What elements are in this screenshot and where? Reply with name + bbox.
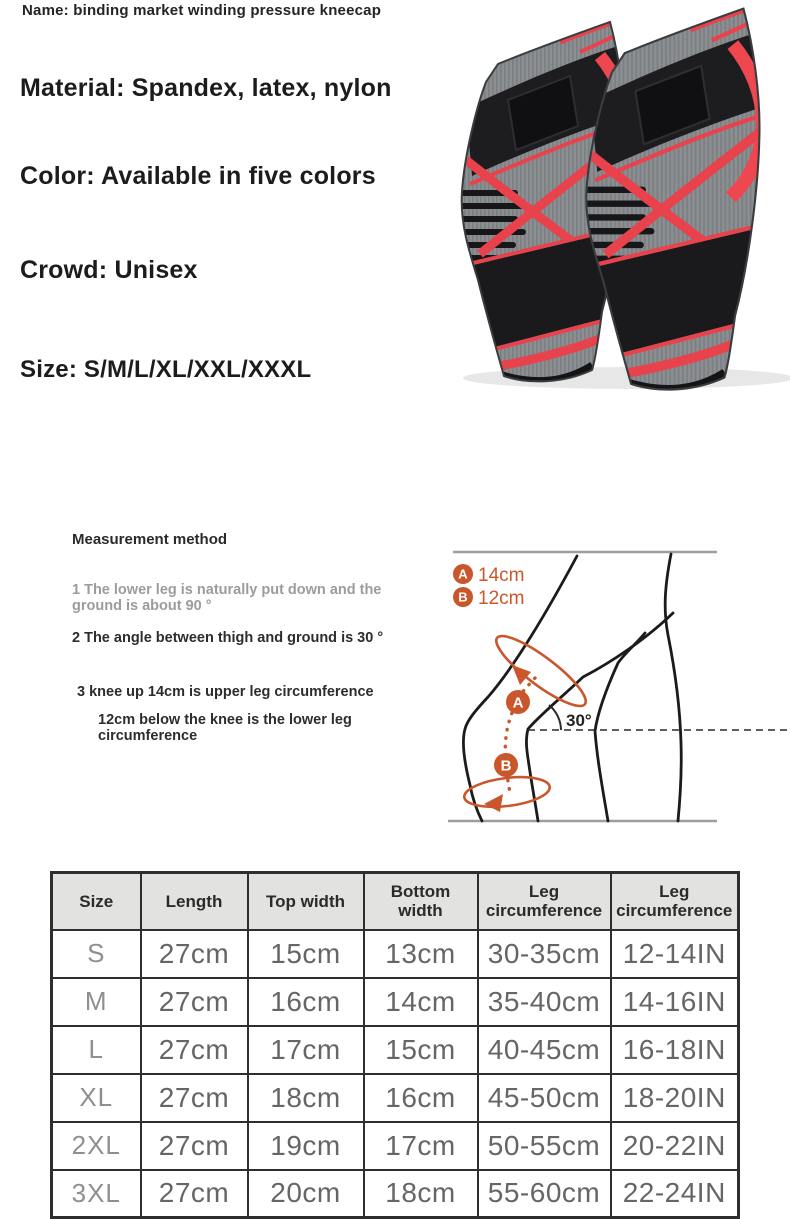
table-cell: S xyxy=(52,930,141,978)
table-cell: 50-55cm xyxy=(478,1122,611,1170)
calf-measure-ellipse-icon xyxy=(463,773,552,811)
table-cell: 27cm xyxy=(141,1026,248,1074)
measurement-step-3: 3 knee up 14cm is upper leg circumference xyxy=(77,684,374,700)
table-cell: 27cm xyxy=(141,1074,248,1122)
diagram-legend xyxy=(453,564,524,609)
table-cell: 16cm xyxy=(364,1074,478,1122)
table-header-row xyxy=(52,873,739,930)
table-cell: 14-16IN xyxy=(611,978,739,1026)
legend-b-letter: B xyxy=(458,589,468,605)
crowd-line: Crowd: Unisex xyxy=(20,256,198,284)
legend-a-value: 14cm xyxy=(478,565,525,586)
measurement-diagram xyxy=(440,545,790,835)
thigh-measure-ellipse-icon xyxy=(489,627,594,716)
table-cell: 27cm xyxy=(141,978,248,1026)
table-cell: L xyxy=(52,1026,141,1074)
arrow-left-icon xyxy=(484,794,503,812)
table-row xyxy=(52,1170,739,1218)
table-cell: 2XL xyxy=(52,1122,141,1170)
marker-b-badge xyxy=(494,753,518,777)
table-cell: 55-60cm xyxy=(478,1170,611,1218)
col-header-bottom-width: Bottom width xyxy=(364,873,478,930)
table-row xyxy=(52,1074,739,1122)
table-cell: 22-24IN xyxy=(611,1170,739,1218)
svg-text:A: A xyxy=(512,694,524,712)
color-line: Color: Available in five colors xyxy=(20,162,376,190)
col-header-leg-circumference-cm: Leg circumference xyxy=(478,873,611,930)
measurement-step-1: 1 The lower leg is naturally put down and the ground is about 90 ° xyxy=(72,582,382,614)
table-cell: 20cm xyxy=(248,1170,364,1218)
product-photo xyxy=(448,0,790,392)
table-cell: 27cm xyxy=(141,1170,248,1218)
table-cell: 35-40cm xyxy=(478,978,611,1026)
col-header-size: Size xyxy=(52,873,141,930)
table-cell: 18cm xyxy=(248,1074,364,1122)
table-row xyxy=(52,1026,739,1074)
table-cell: 45-50cm xyxy=(478,1074,611,1122)
table-cell: 19cm xyxy=(248,1122,364,1170)
size-table xyxy=(50,871,740,1219)
arrow-up-icon xyxy=(512,665,531,685)
table-cell: 17cm xyxy=(364,1122,478,1170)
legend-b-value: 12cm xyxy=(478,588,525,609)
size-line: Size: S/M/L/XL/XXL/XXXL xyxy=(20,356,312,383)
angle-label: 30° xyxy=(566,711,592,730)
svg-text:B: B xyxy=(500,757,512,775)
product-name-line: Name: binding market winding pressure kneecap xyxy=(22,2,382,19)
table-cell: 30-35cm xyxy=(478,930,611,978)
table-cell: 27cm xyxy=(141,930,248,978)
material-line: Material: Spandex, latex, nylon xyxy=(20,74,392,102)
table-row xyxy=(52,978,739,1026)
table-cell: XL xyxy=(52,1074,141,1122)
measurement-title: Measurement method xyxy=(72,531,228,548)
angle-arc xyxy=(549,705,561,730)
col-header-length: Length xyxy=(141,873,248,930)
table-cell: 27cm xyxy=(141,1122,248,1170)
marker-a-badge xyxy=(506,690,530,714)
legend-a-letter: A xyxy=(458,566,468,582)
table-cell: 15cm xyxy=(248,930,364,978)
table-cell: 16cm xyxy=(248,978,364,1026)
table-cell: 40-45cm xyxy=(478,1026,611,1074)
table-cell: 20-22IN xyxy=(611,1122,739,1170)
measurement-step-2: 2 The angle between thigh and ground is 30 ° xyxy=(72,630,384,646)
table-cell: 16-18IN xyxy=(611,1026,739,1074)
table-cell: 18cm xyxy=(364,1170,478,1218)
table-cell: 18-20IN xyxy=(611,1074,739,1122)
table-cell: 14cm xyxy=(364,978,478,1026)
measurement-step-4: 12cm below the knee is the lower leg circumference xyxy=(98,712,352,744)
table-cell: 15cm xyxy=(364,1026,478,1074)
table-cell: 3XL xyxy=(52,1170,141,1218)
table-cell: 17cm xyxy=(248,1026,364,1074)
col-header-leg-circumference-in: Leg circumference xyxy=(611,873,739,930)
table-row xyxy=(52,930,739,978)
table-row xyxy=(52,1122,739,1170)
table-cell: 12-14IN xyxy=(611,930,739,978)
table-cell: M xyxy=(52,978,141,1026)
col-header-top-width: Top width xyxy=(248,873,364,930)
table-cell: 13cm xyxy=(364,930,478,978)
